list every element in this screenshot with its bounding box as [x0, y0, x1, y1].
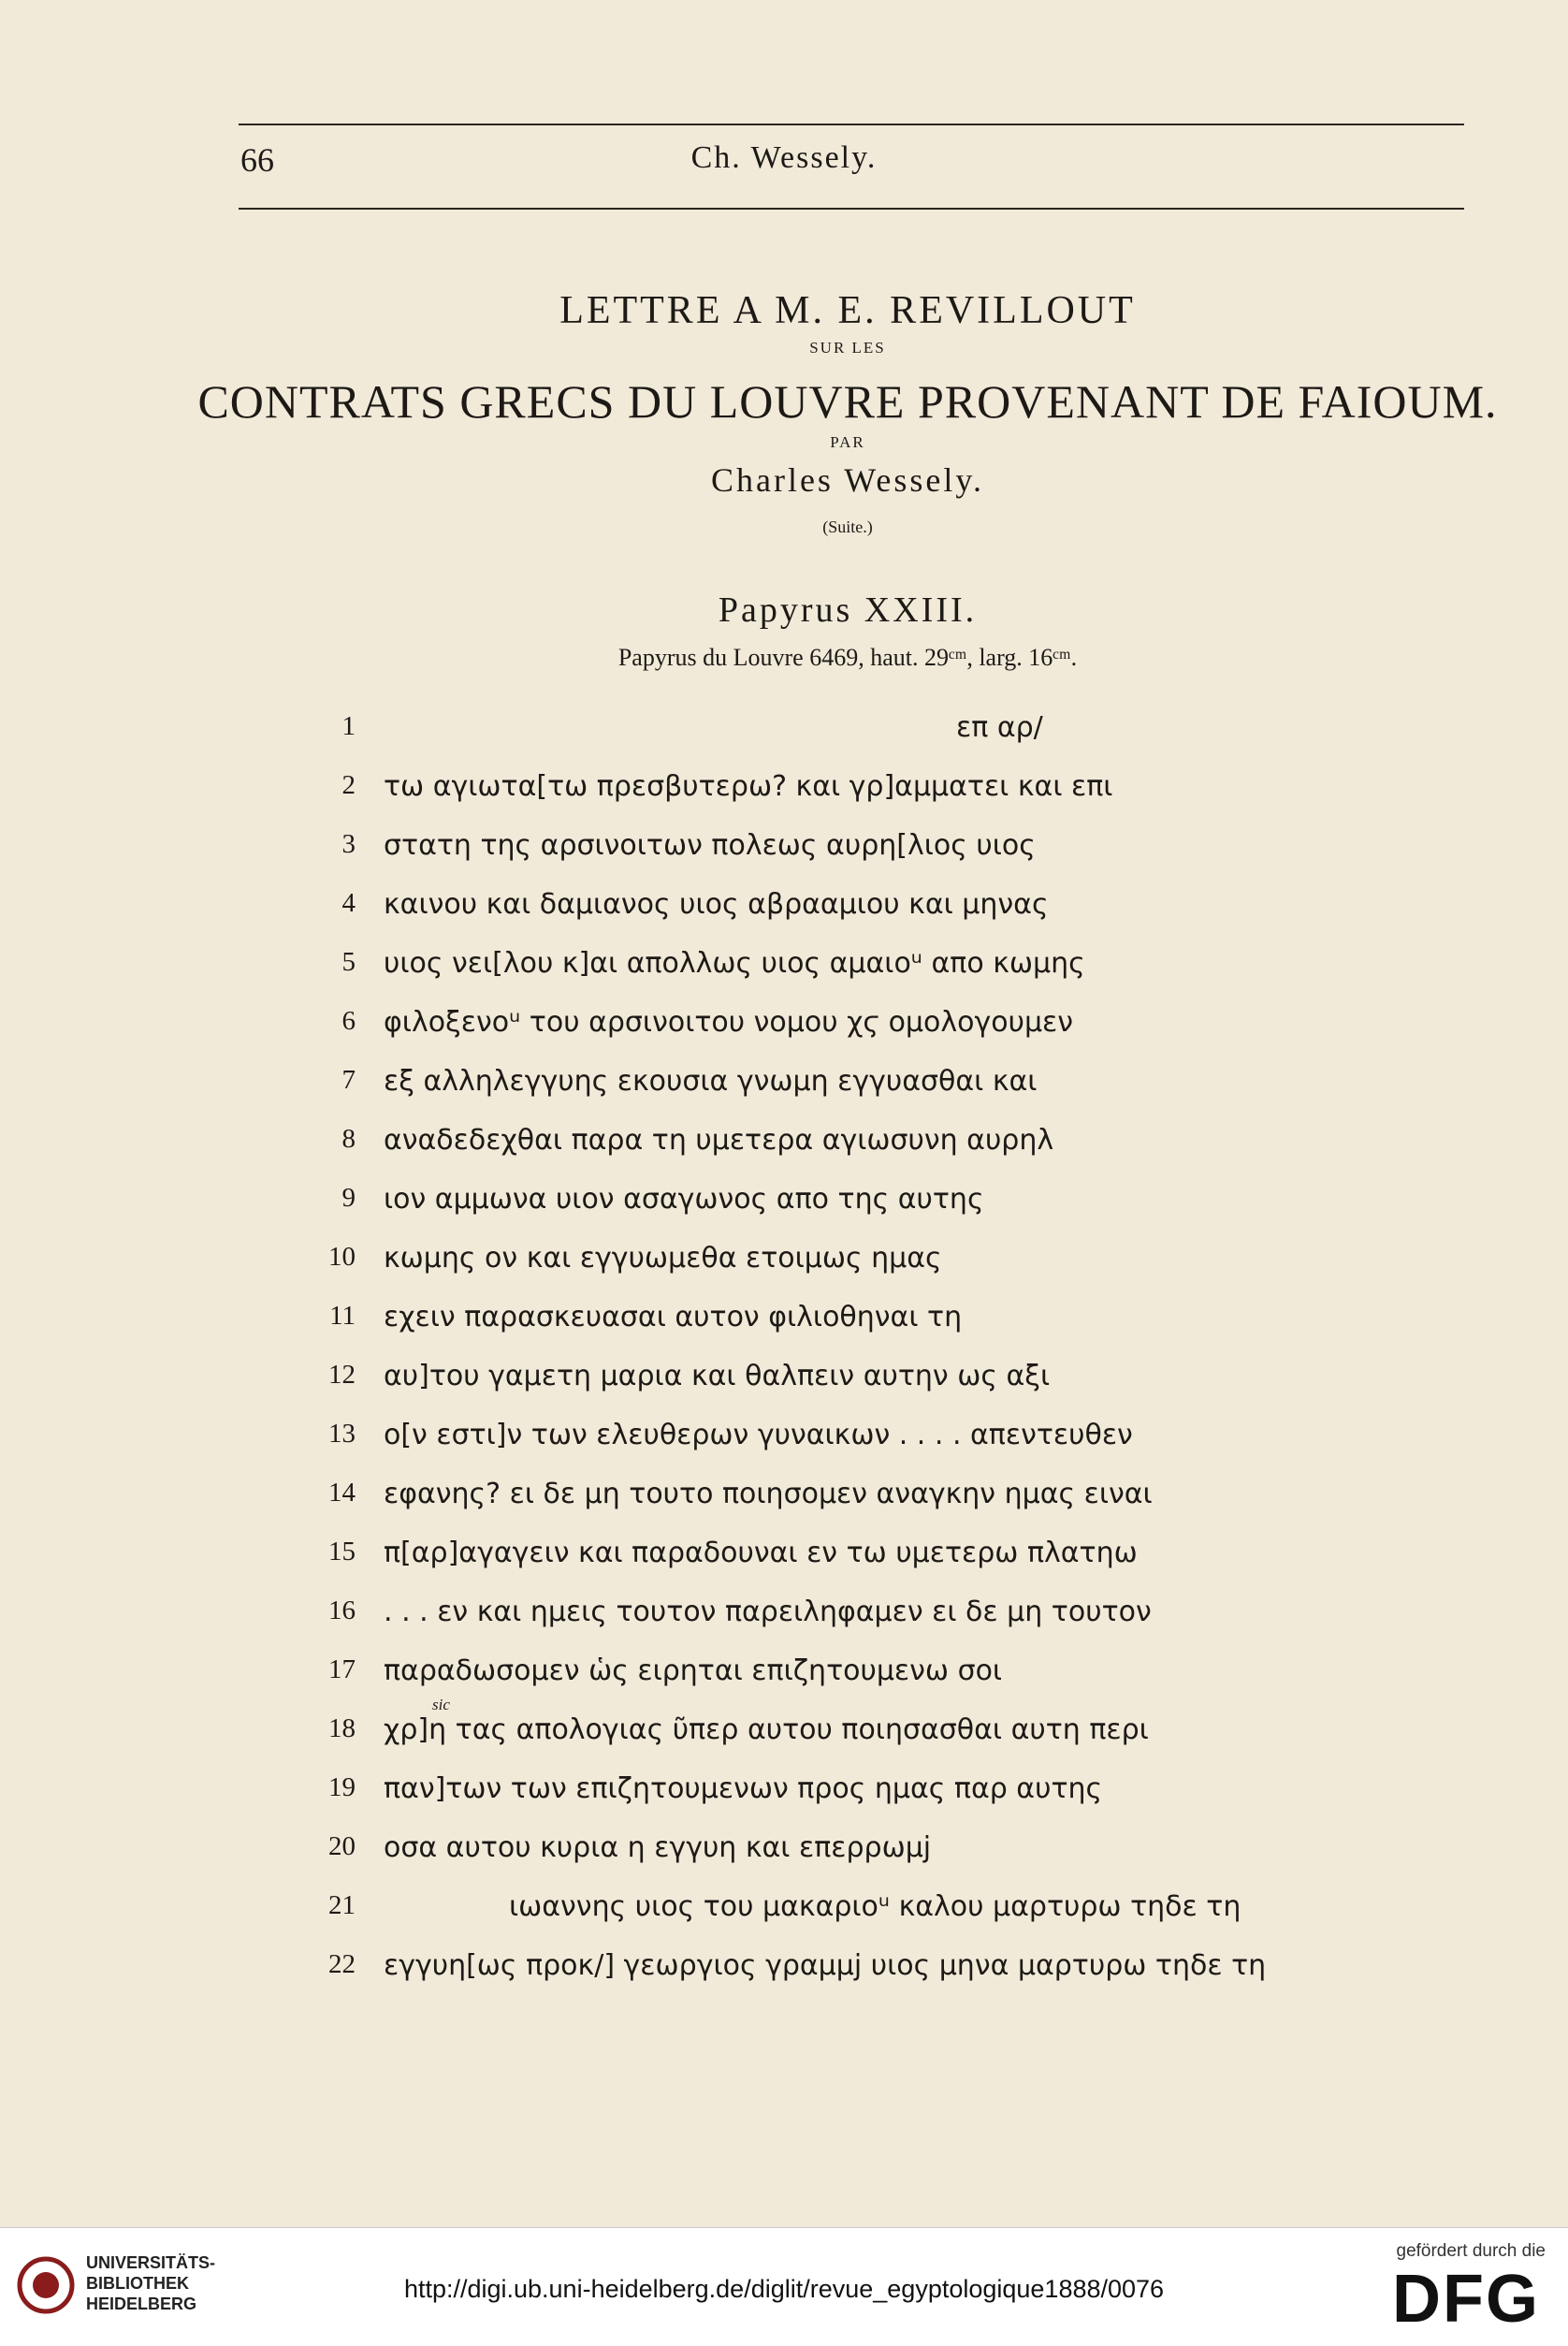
author-name: Charles Wessely. [710, 461, 985, 499]
line-number: 14 [328, 1478, 356, 1508]
line-number: 8 [341, 1124, 356, 1154]
line-text: . . . εν και ημεις τουτον παρειληφαμεν ει δε μη τουτον [384, 1596, 1152, 1628]
funding-caption: gefördert durch die [1396, 2241, 1546, 2261]
header-rule-bottom [239, 208, 1464, 210]
line-number: 11 [329, 1301, 356, 1331]
line-number: 18 [328, 1713, 356, 1743]
library-name-line: HEIDELBERG [86, 2295, 197, 2313]
line-number: 4 [341, 888, 356, 918]
line-text: φιλοξενοᵘ του αρσινοιτου νομου χϛ ομολογουμεν [384, 1006, 1074, 1039]
text-line [0, 711, 1568, 767]
line-text: παν]των των επιζητουμενων προς ημας παρ αυτης [384, 1772, 1103, 1805]
line-text: ο[ν εστι]ν των ελευθερων γυναικων . . . . απεντευθεν [384, 1419, 1133, 1451]
line-text: κωμης ον και εγγυωμεθα ετοιμως ημας [384, 1242, 942, 1275]
sic-note: sic [432, 1696, 450, 1713]
text-line [0, 1949, 1568, 2005]
line-text: παραδωσομεν ὡς ειρηται επιζητουμενω σοι [384, 1654, 1003, 1687]
line-text: αναδεδεχθαι παρα τη υμετερα αγιωσυνη αυρηλ [384, 1124, 1054, 1157]
text-line [0, 829, 1568, 885]
text-line [0, 1360, 1568, 1416]
text-line [0, 1713, 1568, 1770]
line-number: 5 [341, 947, 356, 977]
text-line [0, 1006, 1568, 1062]
running-title: Ch. Wessely. [690, 140, 878, 175]
line-text: στατη της αρσινοιτων πολεως αυρη[λιος υιος [384, 829, 1036, 862]
line-text: υιος νει[λου κ]αι απολλως υιος αμαιοᵘ απο κωμης [384, 947, 1085, 980]
text-line [0, 1890, 1568, 1946]
line-number: 17 [328, 1654, 356, 1684]
line-number: 15 [328, 1537, 356, 1566]
text-line [0, 1124, 1568, 1180]
line-number: 7 [341, 1065, 356, 1095]
line-text: οσα αυτου κυρια η εγγυη και επερρωμϳ [384, 1831, 932, 1864]
text-line [0, 1478, 1568, 1534]
line-text: π[αρ]αγαγειν και παραδουναι εν τω υμετερω πλατηω [384, 1537, 1138, 1569]
text-line [0, 1419, 1568, 1475]
line-text: επ αρ/ [956, 711, 1043, 744]
header-rule-top [239, 124, 1464, 125]
line-number: 20 [328, 1831, 356, 1861]
line-number: 21 [328, 1890, 356, 1920]
title-line-3: CONTRATS GRECS DU LOUVRE PROVENANT DE FAIOUM. [197, 375, 1498, 428]
line-number: 2 [341, 770, 356, 800]
text-line [0, 888, 1568, 944]
footer-bar [0, 2227, 1568, 2346]
line-text: εχειν παρασκευασαι αυτον φιλιοθηναι τη [384, 1301, 963, 1333]
title-line-4: PAR [830, 433, 865, 451]
line-number: 6 [341, 1006, 356, 1036]
suite-note: (Suite.) [822, 517, 873, 536]
text-line [0, 1654, 1568, 1711]
title-line-1: LETTRE A M. E. REVILLOUT [559, 289, 1136, 332]
line-number: 13 [328, 1419, 356, 1449]
line-number: 9 [341, 1183, 356, 1213]
line-text: εξ αλληλεγγυης εκουσια γνωμη εγγυασθαι και [384, 1065, 1038, 1098]
line-text: εγγυη[ως προκ/] γεωργιος γραμμϳ υιος μηνα μαρτυρω τηδε τη [384, 1949, 1267, 1982]
line-number: 12 [328, 1360, 356, 1390]
text-line [0, 1065, 1568, 1121]
text-line [0, 770, 1568, 826]
text-line [0, 1537, 1568, 1593]
line-number: 1 [341, 711, 356, 741]
page-number: 66 [240, 141, 274, 179]
line-text: χρ]η τας απολογιας ῦπερ αυτου ποιησασθαι αυτη περι [384, 1713, 1149, 1746]
line-text: ιωαννης υιος του μακαριοᵘ καλου μαρτυρω τηδε τη [509, 1890, 1241, 1923]
library-name-line: UNIVERSITÄTS- [86, 2253, 216, 2272]
papyrus-description: Papyrus du Louvre 6469, haut. 29ᶜᵐ, larg. 16ᶜᵐ. [617, 644, 1078, 671]
dfg-logo: DFG [1392, 2262, 1540, 2337]
line-text: καινου και δαμιανος υιος αβρααμιου και μηνας [384, 888, 1049, 921]
text-line [0, 1596, 1568, 1652]
line-text: αυ]του γαμετη μαρια και θαλπειν αυτην ως αξι [384, 1360, 1051, 1392]
line-number: 10 [328, 1242, 356, 1272]
title-line-2: SUR LES [809, 339, 886, 357]
text-line [0, 1183, 1568, 1239]
library-name-line: BIBLIOTHEK [86, 2274, 189, 2293]
line-text: τω αγιωτα[τω πρεσβυτερω? και γρ]αμματει και επι [384, 770, 1113, 803]
line-number: 22 [328, 1949, 356, 1979]
papyrus-heading: Papyrus XXIII. [718, 590, 978, 630]
text-line [0, 1772, 1568, 1829]
text-line [0, 1242, 1568, 1298]
line-text: ιον αμμωνα υιον ασαγωνος απο της αυτης [384, 1183, 984, 1216]
text-line [0, 1301, 1568, 1357]
line-text: εφανης? ει δε μη τουτο ποιησομεν αναγκην ημας ειναι [384, 1478, 1153, 1510]
line-number: 3 [341, 829, 356, 859]
text-line [0, 1831, 1568, 1887]
line-number: 19 [328, 1772, 356, 1802]
source-url[interactable]: http://digi.ub.uni-heidelberg.de/diglit/revue_egyptologique1888/0076 [403, 2275, 1165, 2303]
text-line [0, 947, 1568, 1003]
line-number: 16 [328, 1596, 356, 1625]
